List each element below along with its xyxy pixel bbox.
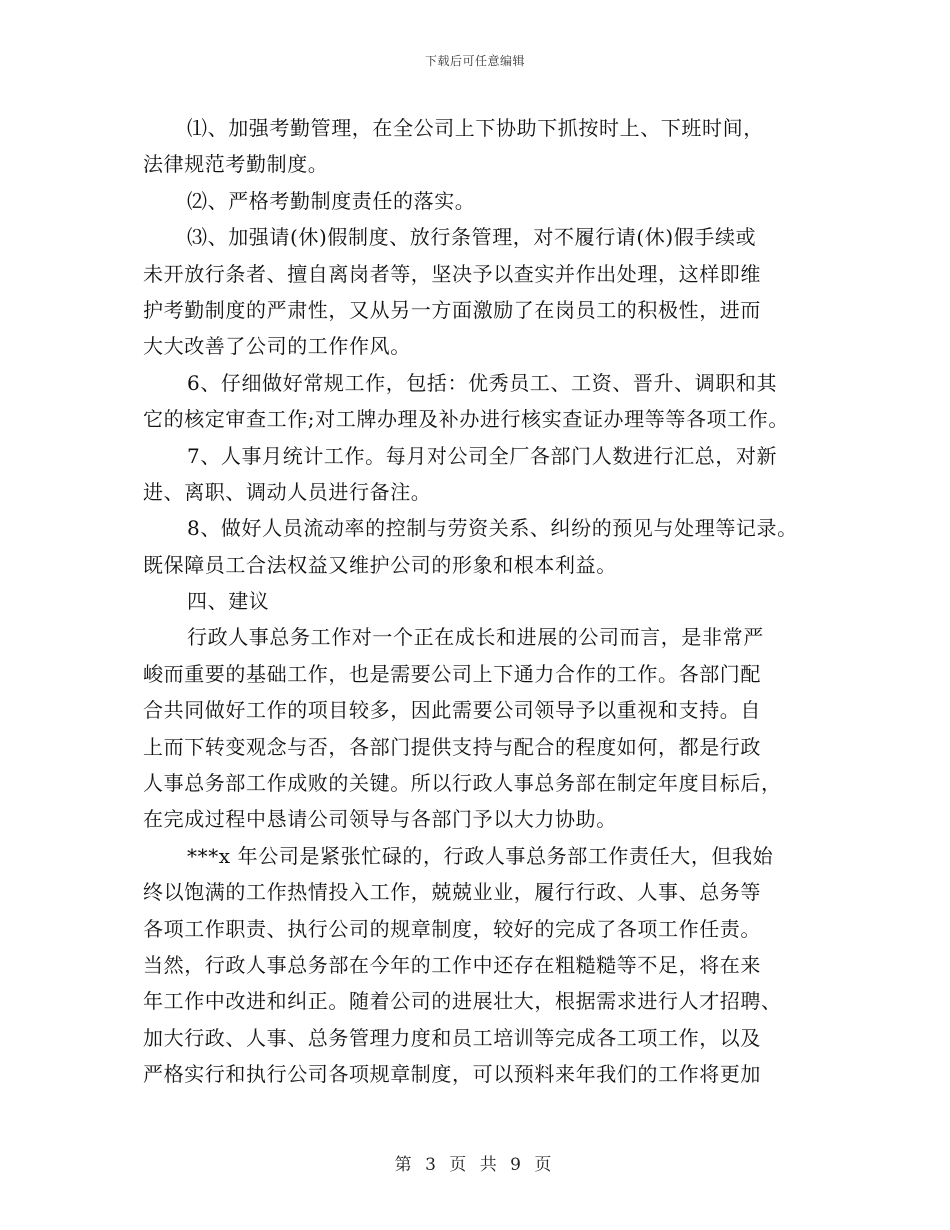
- section-heading: 四、建议: [187, 589, 270, 614]
- text-line: 8、做好人员流动率的控制与劳资关系、纠纷的预见与处理等记录。: [187, 516, 798, 541]
- text-line: 6、仔细做好常规工作，包括：优秀员工、工资、晋升、调职和其: [187, 370, 778, 395]
- text-line: 人事总务部工作成败的关键。所以行政人事总务部在制定年度目标后，: [143, 771, 782, 796]
- text-line: 年工作中改进和纠正。随着公司的进展壮大，根据需求进行人才招聘、: [143, 989, 782, 1014]
- text-line: 在完成过程中恳请公司领导与各部门予以大力协助。: [143, 807, 617, 832]
- text-line: 未开放行条者、擅自离岗者等，坚决予以查实并作出处理，这样即维: [143, 261, 761, 286]
- text-line: 合共同做好工作的项目较多，因此需要公司领导予以重视和支持。自: [143, 698, 761, 723]
- text-line: 法律规范考勤制度。: [143, 152, 329, 177]
- text-line: 各项工作职责、执行公司的规章制度，较好的完成了各项工作任责。: [143, 916, 761, 941]
- text-line: 大大改善了公司的工作作风。: [143, 334, 411, 359]
- text-line: 峻而重要的基础工作，也是需要公司上下通力合作的工作。各部门配: [143, 661, 761, 686]
- page-footer: 第 3 页 共 9 页: [394, 1155, 556, 1175]
- text-line: 既保障员工合法权益又维护公司的形象和根本利益。: [143, 552, 617, 577]
- text-line: 护考勤制度的严肃性，又从另一方面激励了在岗员工的积极性，进而: [143, 297, 761, 322]
- text-line: 行政人事总务工作对一个正在成长和进展的公司而言，是非常严: [187, 625, 764, 650]
- text-line: ⑶、加强请(休)假制度、放行条管理，对不履行请(休)假手续或: [187, 225, 757, 250]
- text-line: 当然，行政人事总务部在今年的工作中还存在粗糙糙等不足，将在来: [143, 952, 761, 977]
- text-line: 进、离职、调动人员进行备注。: [143, 479, 432, 504]
- text-line: 严格实行和执行公司各项规章制度，可以预料来年我们的工作将更加: [143, 1062, 761, 1087]
- document-body: [143, 110, 823, 1093]
- page-header: 下载后可任意编辑: [424, 54, 525, 68]
- text-line: 它的核定审查工作;对工牌办理及补办进行核实查证办理等等各项工作。: [143, 407, 789, 432]
- text-line: 7、人事月统计工作。每月对公司全厂各部门人数进行汇总，对新: [187, 443, 778, 468]
- text-line: ***x 年公司是紧张忙碌的，行政人事总务部工作责任大，但我始: [187, 843, 774, 868]
- text-line: 加大行政、人事、总务管理力度和员工培训等完成各工项工作，以及: [143, 1025, 761, 1050]
- text-line: ⑴、加强考勤管理，在全公司上下协助下抓按时上、下班时间，: [187, 116, 764, 140]
- text-line: 上而下转变观念与否，各部门提供支持与配合的程度如何，都是行政: [143, 734, 761, 759]
- text-line: 终以饱满的工作热情投入工作，兢兢业业，履行行政、人事、总务等: [143, 880, 761, 905]
- text-line: ⑵、严格考勤制度责任的落实。: [187, 188, 476, 213]
